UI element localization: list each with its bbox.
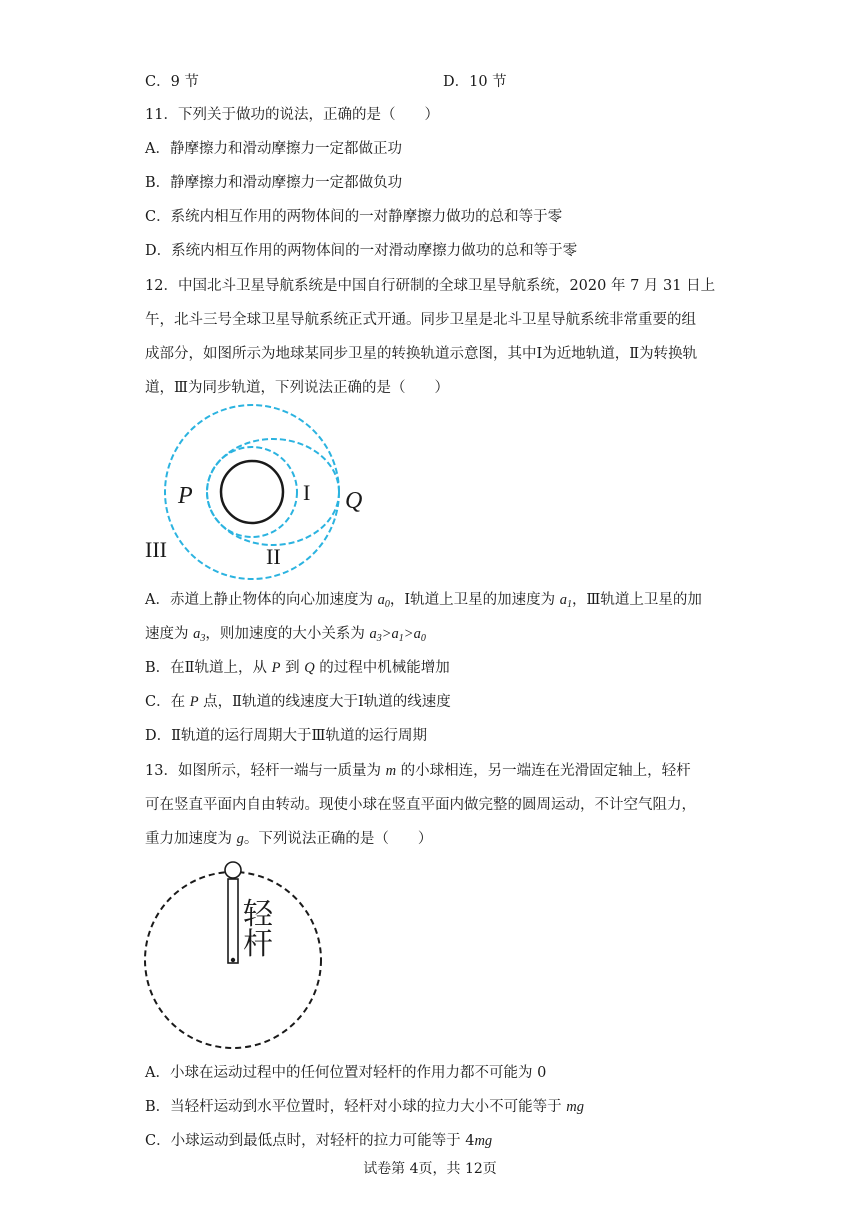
text: 13．如图所示，轻杆一端与一质量为 — [145, 763, 386, 779]
q12-option-a-line-2 — [145, 624, 426, 644]
q11-option-c: C．系统内相互作用的两物体间的一对静摩擦力做功的总和等于零 — [145, 209, 563, 225]
q13-rod-diagram — [135, 855, 335, 1055]
q12-stem-line-4: 道，Ⅲ为同步轨道，下列说法正确的是（ ） — [145, 380, 449, 396]
ball — [225, 862, 241, 878]
text: C．在 — [145, 694, 190, 710]
q11-stem: 11．下列关于做功的说法，正确的是（ ） — [145, 107, 439, 123]
q12-orbit-diagram — [140, 400, 400, 585]
label-i: I — [303, 480, 311, 505]
q12-option-c — [145, 692, 451, 712]
var-a: a — [193, 626, 201, 642]
var-p: P — [271, 660, 281, 676]
text: ，Ⅰ轨道上卫星的加速度为 — [389, 592, 560, 608]
text: 到 — [280, 660, 305, 676]
orbit-ii — [207, 439, 339, 545]
text: B．在Ⅱ轨道上，从 — [145, 660, 272, 676]
var-a: a — [369, 626, 377, 642]
text: 速度为 — [145, 626, 194, 642]
q11-option-b: B．静摩擦力和滑动摩擦力一定都做负功 — [145, 175, 403, 191]
q12-option-a-line-1 — [145, 590, 702, 610]
label-iii: III — [145, 537, 167, 562]
light-rod — [228, 879, 238, 963]
var-a: a — [413, 626, 421, 642]
label-p: P — [178, 483, 193, 509]
subscript: 1 — [566, 599, 572, 610]
var-p: P — [189, 694, 199, 710]
pivot-axis — [231, 958, 235, 962]
q13-stem-line-2: 可在竖直平面内自由转动。现使小球在竖直平面内做完整的圆周运动，不计空气阻力， — [145, 797, 696, 813]
rod-label-char-1: 轻 — [243, 898, 273, 931]
q12-stem-line-3: 成部分，如图所示为地球某同步卫星的转换轨道示意图，其中Ⅰ为近地轨道，Ⅱ为转换轨 — [145, 346, 698, 362]
text: 重力加速度为 — [145, 831, 237, 847]
var-a: a — [391, 626, 399, 642]
text: C．小球运动到最低点时，对轻杆的拉力可能等于 4 — [145, 1133, 475, 1149]
q10-option-d: D．10 节 — [443, 74, 507, 90]
q13-option-b — [145, 1097, 584, 1117]
q12-stem-line-2: 午，北斗三号全球卫星导航系统正式开通。同步卫星是北斗卫星导航系统非常重要的组 — [145, 312, 696, 328]
q12-option-b — [145, 658, 450, 678]
subscript: 0 — [420, 633, 426, 644]
var-a: a — [559, 592, 567, 608]
var-m: m — [385, 763, 397, 779]
q13-stem-line-3 — [145, 829, 432, 849]
text: 。下列说法正确的是（ ） — [243, 831, 433, 847]
q10-option-c: C．9 节 — [145, 74, 199, 90]
text: 点，Ⅱ轨道的线速度大于Ⅰ轨道的线速度 — [198, 694, 451, 710]
label-ii: II — [266, 544, 281, 569]
q12-stem-line-1: 12．中国北斗卫星导航系统是中国自行研制的全球卫星导航系统，2020 年 7 月 31 日上 — [145, 278, 716, 294]
q13-stem-line-1 — [145, 761, 691, 781]
q13-option-c — [145, 1131, 492, 1151]
rod-label-char-2: 杆 — [243, 928, 273, 961]
text: 的过程中机械能增加 — [314, 660, 450, 676]
var-g: g — [236, 831, 244, 847]
text: 的小球相连，另一端连在光滑固定轴上，轻杆 — [396, 763, 691, 779]
text: A．赤道上静止物体的向心加速度为 — [145, 592, 378, 608]
gt-sign: > — [381, 626, 392, 642]
q13-option-a: A．小球在运动过程中的任何位置对轻杆的作用力都不可能为 0 — [145, 1065, 547, 1081]
earth-circle — [221, 461, 283, 523]
var-mg: mg — [566, 1099, 584, 1115]
text: ，Ⅲ轨道上卫星的加 — [571, 592, 702, 608]
subscript: 3 — [376, 633, 382, 644]
gt-sign: > — [403, 626, 414, 642]
q11-option-d: D．系统内相互作用的两物体间的一对滑动摩擦力做功的总和等于零 — [145, 243, 578, 259]
var-q: Q — [304, 660, 315, 676]
subscript: 0 — [384, 599, 390, 610]
label-q: Q — [345, 488, 363, 514]
q12-option-d: D．Ⅱ轨道的运行周期大于Ⅲ轨道的运行周期 — [145, 728, 427, 744]
text: ，则加速度的大小关系为 — [205, 626, 370, 642]
var-mg: mg — [474, 1133, 493, 1149]
text: B．当轻杆运动到水平位置时，轻杆对小球的拉力大小不可能等于 — [145, 1099, 567, 1115]
subscript: 1 — [398, 633, 404, 644]
q11-option-a: A．静摩擦力和滑动摩擦力一定都做正功 — [145, 141, 402, 157]
subscript: 3 — [200, 633, 206, 644]
page-footer: 试卷第 4页，共 12页 — [363, 1161, 497, 1177]
var-a: a — [377, 592, 385, 608]
